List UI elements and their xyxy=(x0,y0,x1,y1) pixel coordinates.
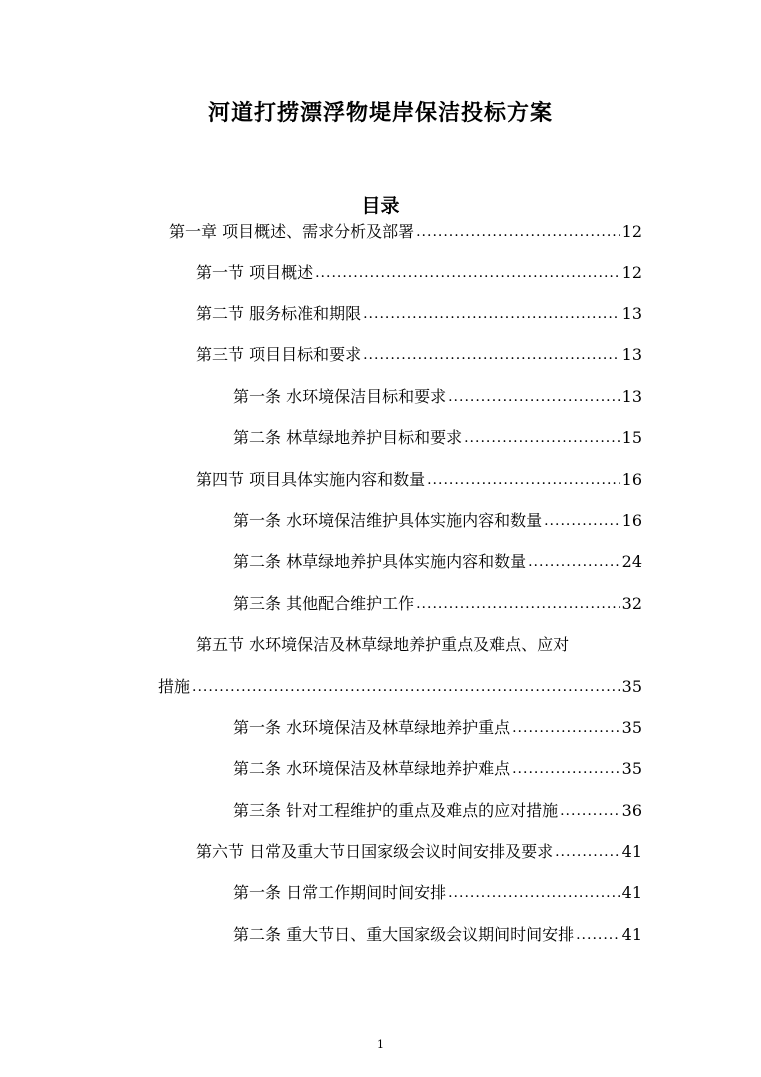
toc-entry-article[interactable] xyxy=(233,385,642,409)
toc-entry-article[interactable] xyxy=(233,509,642,533)
dot-leader xyxy=(560,799,620,823)
dot-leader xyxy=(464,426,620,450)
toc-entry-page: 13 xyxy=(621,387,642,406)
dot-leader xyxy=(544,509,620,533)
toc-entry-article[interactable] xyxy=(233,716,642,740)
toc-entry-label: 第一章 项目概述、需求分析及部署 xyxy=(169,222,415,241)
toc-heading: 目录 xyxy=(361,195,400,217)
dot-leader xyxy=(416,220,620,244)
dot-leader xyxy=(448,385,620,409)
dot-leader xyxy=(416,592,620,616)
dot-leader xyxy=(528,550,620,574)
toc-entry-article[interactable] xyxy=(233,592,642,616)
toc-entry-page: 35 xyxy=(621,718,642,737)
dot-leader xyxy=(555,840,620,864)
toc-entry-label: 第二条 重大节日、重大国家级会议期间时间安排 xyxy=(233,925,575,944)
toc-entry-page: 35 xyxy=(621,677,642,696)
toc-entry-label: 第四节 项目具体实施内容和数量 xyxy=(196,470,426,489)
toc-entry-section-2[interactable] xyxy=(196,302,642,326)
dot-leader xyxy=(363,343,620,367)
toc-entry-label: 第六节 日常及重大节日国家级会议时间安排及要求 xyxy=(196,842,554,861)
toc-entry-page: 41 xyxy=(621,842,642,861)
toc-entry-label: 第三节 项目目标和要求 xyxy=(196,345,362,364)
toc-entry-page: 24 xyxy=(621,552,642,571)
toc-entry-article[interactable] xyxy=(233,757,642,781)
toc-entry-page: 15 xyxy=(621,428,642,447)
toc-entry-label: 第三条 针对工程维护的重点及难点的应对措施 xyxy=(233,801,559,820)
toc-entry-page: 41 xyxy=(621,883,642,902)
toc-entry-page: 16 xyxy=(621,470,642,489)
toc-entry-page: 13 xyxy=(621,304,642,323)
toc-entry-page: 35 xyxy=(621,759,642,778)
toc-entry-page: 16 xyxy=(621,511,642,530)
toc-entry-label: 第三条 其他配合维护工作 xyxy=(233,594,415,613)
toc-entry-section-1[interactable] xyxy=(196,261,642,285)
dot-leader xyxy=(192,675,620,699)
toc-entry-article[interactable] xyxy=(233,550,642,574)
dot-leader xyxy=(363,302,620,326)
page-number: 1 xyxy=(377,1038,384,1051)
toc-entry-label: 第二条 水环境保洁及林草绿地养护难点 xyxy=(233,759,511,778)
toc-entry-section-4[interactable] xyxy=(196,468,642,492)
toc-entry-page: 32 xyxy=(621,594,642,613)
toc-entry-section-6[interactable] xyxy=(196,840,642,864)
toc-entry-page: 13 xyxy=(621,345,642,364)
toc-entry-article[interactable] xyxy=(233,799,642,823)
toc-entry-label: 第二节 服务标准和期限 xyxy=(196,304,362,323)
toc-entry-page: 12 xyxy=(621,222,642,241)
toc-entry-section-3[interactable] xyxy=(196,343,642,367)
dot-leader xyxy=(448,881,620,905)
toc-entry-article[interactable] xyxy=(233,426,642,450)
document-title: 河道打捞漂浮物堤岸保洁投标方案 xyxy=(207,101,553,126)
dot-leader xyxy=(315,261,620,285)
dot-leader xyxy=(512,757,620,781)
toc-entry-article[interactable] xyxy=(233,923,642,947)
toc-entry-page: 41 xyxy=(621,925,642,944)
toc-entry-label: 第二条 林草绿地养护目标和要求 xyxy=(233,428,463,447)
toc-entry-label: 措施 xyxy=(158,677,191,696)
toc-entry-page: 12 xyxy=(621,263,642,282)
toc-entry-label: 第一条 水环境保洁目标和要求 xyxy=(233,387,447,406)
toc-entry-label: 第一条 水环境保洁维护具体实施内容和数量 xyxy=(233,511,543,530)
toc-entry-section-5-line2[interactable] xyxy=(158,675,642,699)
dot-leader xyxy=(512,716,620,740)
toc-entry-article[interactable] xyxy=(233,881,642,905)
toc-entry-label: 第二条 林草绿地养护具体实施内容和数量 xyxy=(233,552,527,571)
toc-entry-label: 第一节 项目概述 xyxy=(196,263,314,282)
toc-entry-page: 36 xyxy=(621,801,642,820)
dot-leader xyxy=(427,468,620,492)
dot-leader xyxy=(576,923,620,947)
toc-entry-chapter-1[interactable] xyxy=(169,220,642,244)
toc-entry-section-5-line1[interactable]: 第五节 水环境保洁及林草绿地养护重点及难点、应对 xyxy=(196,635,570,654)
toc-entry-label: 第一条 水环境保洁及林草绿地养护重点 xyxy=(233,718,511,737)
toc-entry-label: 第一条 日常工作期间时间安排 xyxy=(233,883,447,902)
